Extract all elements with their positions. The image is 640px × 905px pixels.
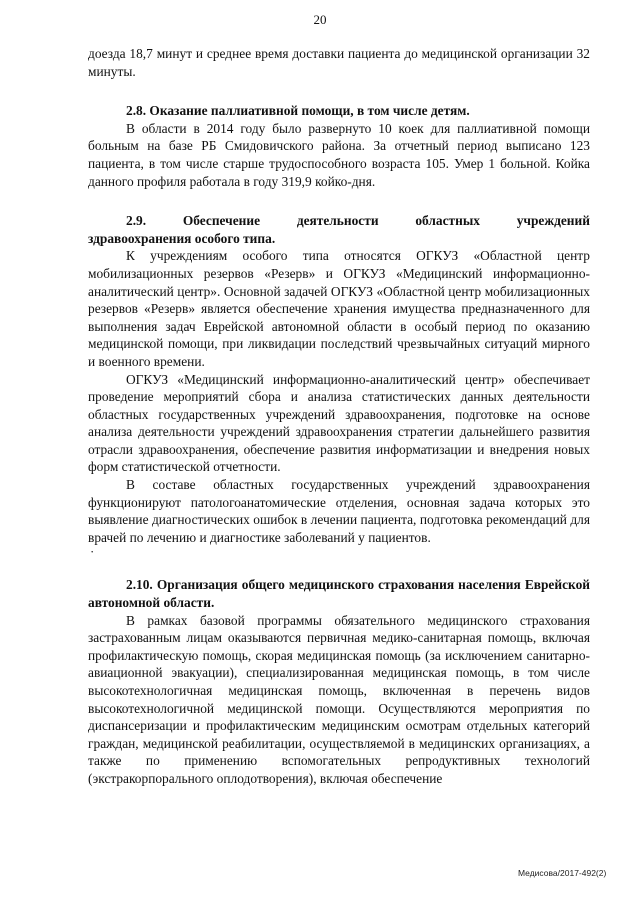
stray-mark: ·	[90, 544, 95, 560]
spacer	[88, 558, 590, 576]
section-2-9-paragraph-1: К учреждениям особого типа относятся ОГКУЗ «Областной центр мобилизационных резервов «Резерв» и ОГКУЗ «Медицинский информационно-аналитический центр». Основной задачей ОГКУЗ «Областной центр мобилизационных резервов «Резерв» является обеспечение хранения имущества предназначенного для выполнения задач Еврейской автономной области в особый период по оказанию медицинской помощи, при ликвидации последствий чрезвычайных ситуаций мирного и военного времени.	[88, 248, 590, 369]
heading-word: Обеспечение	[182, 213, 261, 229]
section-2-9-heading-line2: здравоохранения особого типа.	[88, 230, 276, 246]
spacer	[88, 80, 590, 102]
footer-document-code: Медисова/2017-492(2)	[518, 868, 607, 878]
section-2-10-paragraph: В рамках базовой программы обязательного медицинского страхования застрахованным лицам оказываются первичная медико-санитарная помощь, включая профилактическую помощь, скорая медицинская помощь (за исключением санитарно-авиационной эвакуации), специализированная медицинская помощь, в том числе высокотехнологичная медицинская помощь, включенная в перечень видов высокотехнологичной медицинской помощи. Осуществляются мероприятия по диспансеризации и профилактическим медицинским осмотрам отдельных категорий граждан, медицинской реабилитации, осуществляемой в медицинских организациях, а также по применению вспомогательных репродуктивных технологий (экстракорпорального оплодотворения), включая обеспечение	[88, 612, 590, 786]
page-number: 20	[313, 12, 327, 27]
section-2-8-paragraph: В области в 2014 году было развернуто 10 коек для паллиативной помощи больным на базе РБ Смидовичского района. За отчетный период выписано 123 пациента, в том числе старше трудоспособного возраста 105. Умер 1 больной. Койка данного профиля работала в году 319,9 койко-дня.	[88, 120, 590, 189]
section-2-9-paragraph-3: В составе областных государственных учреждений здравоохранения функционируют патологоанатомические отделения, основная задача которых это выявление диагностических ошибок в лечении пациента, подготовка рекомендаций для врачей по лечению и диагностике заболеваний у пациентов.	[88, 477, 590, 545]
document-body	[88, 45, 590, 788]
spacer	[88, 190, 590, 212]
heading-word: областных	[415, 213, 480, 229]
heading-word: 2.9.	[126, 213, 147, 229]
section-2-9-paragraph-2: ОГКУЗ «Медицинский информационно-аналитический центр» обеспечивает проведение мероприятий сбора и анализа статистических данных деятельности областных государственных учреждений здравоохранения, подготовке на основе анализа деятельности учреждений здравоохранения стратегии дальнейшего развития отрасли здравоохранения, обеспечение развития информатизации и внедрения новых форм статистической отчетности.	[88, 371, 590, 475]
section-2-8-heading: 2.8. Оказание паллиативной помощи, в том числе детям.	[126, 103, 470, 119]
heading-word: учреждений	[516, 213, 590, 229]
section-2-10-heading: 2.10. Организация общего медицинского страхования населения Еврейской автономной области.	[88, 577, 590, 611]
heading-word: деятельности	[296, 213, 379, 229]
intro-paragraph: доезда 18,7 минут и среднее время доставки пациента до медицинской организации 32 минуты.	[88, 46, 590, 79]
section-2-9-heading-line1	[88, 212, 590, 230]
